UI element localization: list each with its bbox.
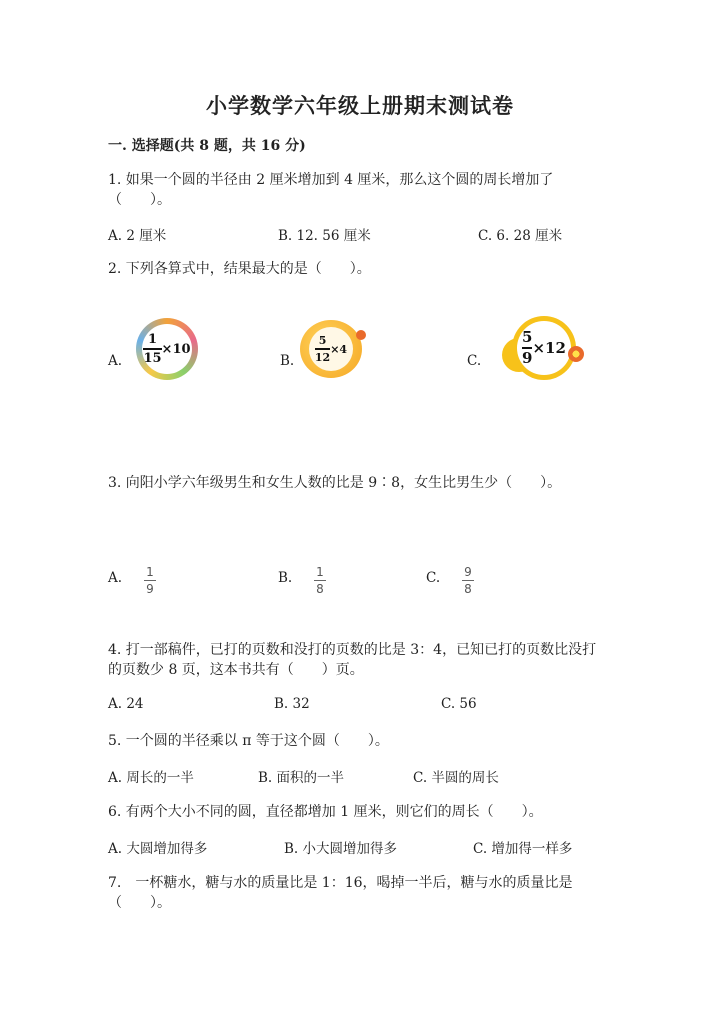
- question-4-option-b[interactable]: B. 32: [274, 696, 310, 712]
- question-3-option-c-fraction[interactable]: [462, 565, 474, 596]
- question-7-line2: （ ）。: [108, 895, 171, 911]
- question-6-option-c[interactable]: C. 增加得一样多: [473, 841, 573, 857]
- question-3-text: 3. 向阳小学六年级男生和女生人数的比是 9∶8，女生比男生少（ ）。: [108, 475, 562, 491]
- expr-b-op: ×4: [330, 342, 348, 356]
- question-7: [108, 873, 573, 913]
- question-1: [108, 170, 553, 210]
- expr-c-den: 9: [522, 349, 533, 367]
- question-2-option-c-badge[interactable]: [512, 316, 576, 380]
- expr-b-num: 5: [318, 334, 327, 347]
- expr-c-op: ×12: [532, 339, 566, 357]
- frac-b-num: 1: [316, 565, 324, 579]
- question-1-line1: 1. 如果一个圆的半径由 2 厘米增加到 4 厘米，那么这个圆的周长增加了: [108, 172, 554, 188]
- question-3-option-a-fraction[interactable]: [144, 565, 156, 596]
- frac-a-num: 1: [146, 565, 154, 579]
- question-5-text: 5. 一个圆的半径乘以 π 等于这个圆（ ）。: [108, 733, 389, 749]
- question-5-option-a[interactable]: A. 周长的一半: [108, 770, 194, 786]
- question-4-line2: 的页数少 8 页，这本书共有（ ）页。: [108, 662, 364, 678]
- question-4-line1: 4. 打一部稿件，已打的页数和没打的页数的比是 3：4，已知已打的页数比没打: [108, 642, 597, 658]
- question-4-option-c[interactable]: C. 56: [441, 696, 477, 712]
- flower-icon: [568, 346, 584, 362]
- frac-c-den: 8: [464, 582, 472, 596]
- question-2-option-a-label[interactable]: A.: [108, 353, 123, 369]
- question-2-option-a-badge[interactable]: [136, 318, 198, 380]
- flower-decoration-icon: [356, 330, 366, 340]
- question-1-line2: （ ）。: [108, 192, 171, 208]
- question-3-option-a-label[interactable]: A.: [108, 570, 123, 586]
- section-heading: 一. 选择题(共 8 题，共 16 分): [108, 138, 306, 154]
- question-4-option-a[interactable]: A. 24: [108, 696, 144, 712]
- question-1-option-c[interactable]: C. 6. 28 厘米: [478, 228, 563, 244]
- question-6-option-b[interactable]: B. 小大圆增加得多: [284, 841, 398, 857]
- question-7-line1: 7. 一杯糖水，糖与水的质量比是 1：16，喝掉一半后，糖与水的质量比是: [108, 875, 573, 891]
- question-1-option-a[interactable]: A. 2 厘米: [108, 228, 167, 244]
- expr-b-den: 12: [314, 351, 331, 364]
- question-2-option-c-label[interactable]: C.: [467, 353, 482, 369]
- question-1-option-b[interactable]: B. 12. 56 厘米: [278, 228, 371, 244]
- question-3-option-b-label[interactable]: B.: [278, 570, 293, 586]
- question-2-text: 2. 下列各算式中，结果最大的是（ ）。: [108, 261, 371, 277]
- question-3-option-b-fraction[interactable]: [314, 565, 326, 596]
- frac-a-den: 9: [146, 582, 154, 596]
- question-6-text: 6. 有两个大小不同的圆，直径都增加 1 厘米，则它们的周长（ ）。: [108, 804, 543, 820]
- question-2-option-b-badge[interactable]: [300, 320, 362, 378]
- question-2-option-b-label[interactable]: B.: [280, 353, 295, 369]
- expr-a-num: 1: [147, 332, 158, 347]
- question-5-option-b[interactable]: B. 面积的一半: [258, 770, 345, 786]
- question-4: [108, 640, 596, 680]
- expr-a-den: 15: [143, 351, 162, 366]
- question-5-option-c[interactable]: C. 半圆的周长: [413, 770, 499, 786]
- question-3-option-c-label[interactable]: C.: [426, 570, 441, 586]
- question-6-option-a[interactable]: A. 大圆增加得多: [108, 841, 208, 857]
- frac-b-den: 8: [316, 582, 324, 596]
- expr-c-num: 5: [522, 328, 533, 346]
- page-title: 小学数学六年级上册期末测试卷: [206, 93, 514, 118]
- expr-a-op: ×10: [161, 341, 191, 357]
- frac-c-num: 9: [464, 565, 472, 579]
